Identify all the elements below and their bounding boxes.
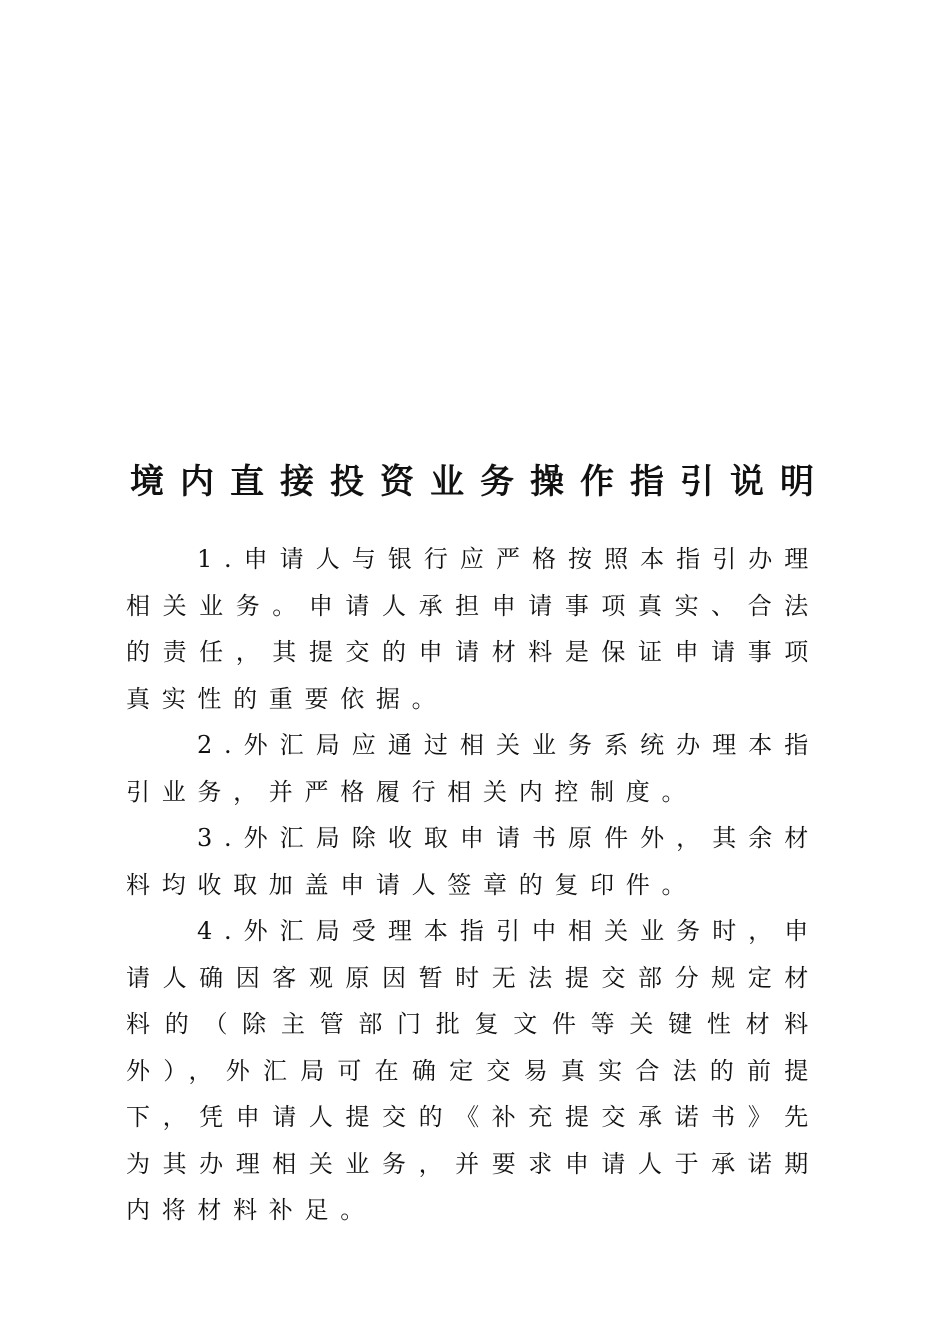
paragraph-1: 1.申请人与银行应严格按照本指引办理相关业务。申请人承担申请事项真实、合法的责任，其提交的申请材料是保证申请事项真实性的重要依据。 [126, 545, 820, 713]
paragraph-2: 2.外汇局应通过相关业务系统办理本指引业务，并严格履行相关内控制度。 [126, 731, 820, 806]
paragraph-4: 4.外汇局受理本指引中相关业务时，申请人确因客观原因暂时无法提交部分规定材料的（除主管部门批复文件等关键性材料外），外汇局可在确定交易真实合法的前提下，凭申请人提交的《补充提交承诺书》先为其办理相关业务，并要求申请人于承诺期内将材料补足。 [126, 917, 820, 1224]
document-title: 境内直接投资业务操作指引说明 [130, 462, 830, 502]
document-body [126, 536, 820, 1234]
paragraph-3: 3.外汇局除收取申请书原件外，其余材料均收取加盖申请人签章的复印件。 [126, 824, 820, 899]
